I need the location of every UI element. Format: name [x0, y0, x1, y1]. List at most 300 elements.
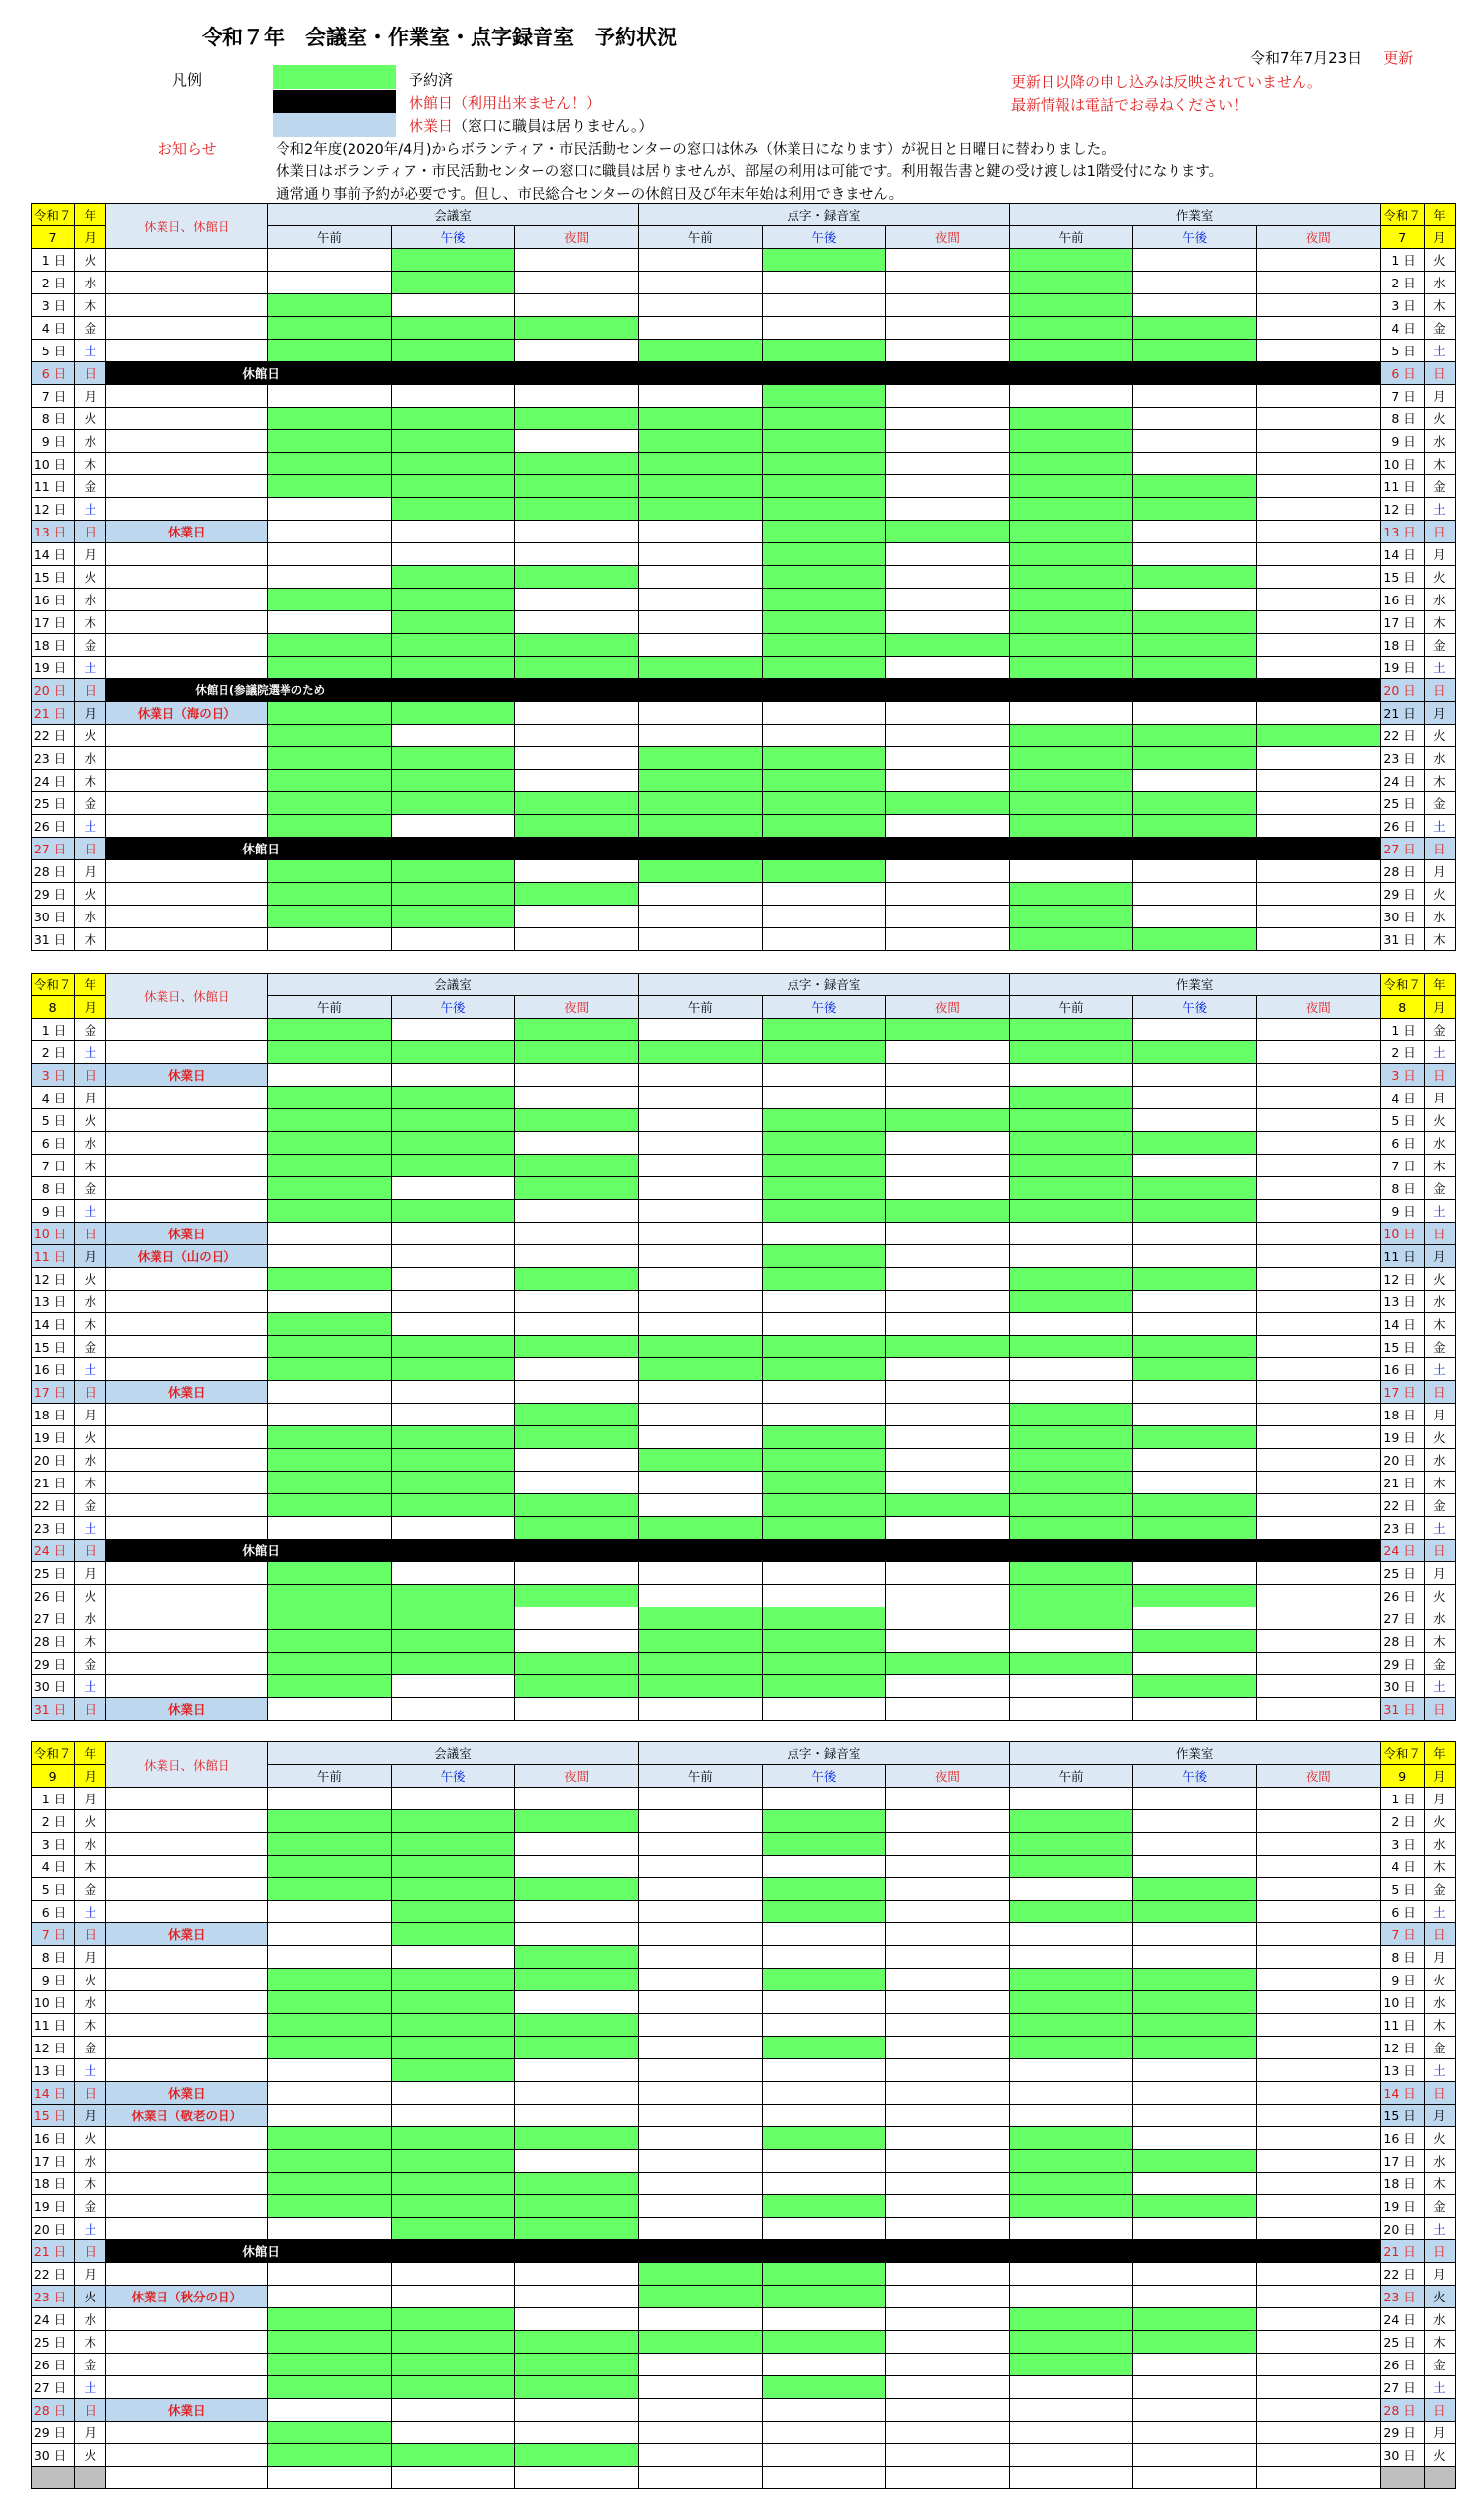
slot-open[interactable]: [391, 1268, 515, 1291]
slot-reserved[interactable]: [1009, 2014, 1133, 2037]
slot-reserved[interactable]: [1009, 589, 1133, 611]
slot-reserved[interactable]: [762, 1878, 886, 1901]
slot-reserved[interactable]: [886, 792, 1010, 815]
slot-reserved[interactable]: [268, 2195, 392, 2218]
slot-open[interactable]: [391, 2399, 515, 2422]
slot-reserved[interactable]: [762, 1200, 886, 1223]
slot-open[interactable]: [1256, 1064, 1380, 1087]
slot-reserved[interactable]: [1256, 724, 1380, 747]
slot-open[interactable]: [1256, 249, 1380, 272]
slot-reserved[interactable]: [1133, 1878, 1257, 1901]
slot-reserved[interactable]: [1009, 2354, 1133, 2376]
slot-open[interactable]: [1133, 2286, 1257, 2308]
slot-reserved[interactable]: [762, 1177, 886, 1200]
slot-reserved[interactable]: [762, 1132, 886, 1155]
slot-reserved[interactable]: [268, 2150, 392, 2173]
slot-open[interactable]: [762, 1087, 886, 1109]
slot-open[interactable]: [1256, 2218, 1380, 2240]
slot-reserved[interactable]: [1133, 1630, 1257, 1653]
slot-open[interactable]: [1256, 430, 1380, 453]
slot-reserved[interactable]: [762, 1494, 886, 1517]
slot-open[interactable]: [638, 294, 762, 317]
slot-reserved[interactable]: [1133, 2308, 1257, 2331]
slot-open[interactable]: [638, 2059, 762, 2082]
slot-open[interactable]: [638, 566, 762, 589]
slot-open[interactable]: [268, 928, 392, 951]
slot-open[interactable]: [1133, 1245, 1257, 1268]
slot-reserved[interactable]: [515, 1041, 639, 1064]
slot-open[interactable]: [1133, 1810, 1257, 1833]
slot-open[interactable]: [1256, 1562, 1380, 1585]
slot-open[interactable]: [1133, 1607, 1257, 1630]
slot-open[interactable]: [391, 1517, 515, 1540]
slot-reserved[interactable]: [268, 1585, 392, 1607]
slot-open[interactable]: [515, 906, 639, 928]
slot-reserved[interactable]: [515, 498, 639, 521]
slot-open[interactable]: [886, 1810, 1010, 1833]
slot-open[interactable]: [886, 1562, 1010, 1585]
slot-reserved[interactable]: [268, 1155, 392, 1177]
slot-open[interactable]: [515, 1698, 639, 1721]
slot-open[interactable]: [762, 1923, 886, 1946]
slot-reserved[interactable]: [268, 1449, 392, 1472]
slot-reserved[interactable]: [638, 2286, 762, 2308]
slot-reserved[interactable]: [515, 1268, 639, 1291]
slot-open[interactable]: [268, 498, 392, 521]
slot-reserved[interactable]: [1133, 1177, 1257, 1200]
slot-open[interactable]: [515, 430, 639, 453]
slot-reserved[interactable]: [268, 2422, 392, 2444]
slot-reserved[interactable]: [268, 1969, 392, 1991]
slot-open[interactable]: [1256, 1607, 1380, 1630]
slot-reserved[interactable]: [391, 883, 515, 906]
slot-open[interactable]: [762, 294, 886, 317]
slot-open[interactable]: [762, 1856, 886, 1878]
slot-reserved[interactable]: [268, 2331, 392, 2354]
slot-reserved[interactable]: [268, 702, 392, 724]
slot-open[interactable]: [886, 1291, 1010, 1313]
slot-reserved[interactable]: [1009, 2195, 1133, 2218]
slot-open[interactable]: [391, 815, 515, 838]
slot-open[interactable]: [268, 1223, 392, 1245]
slot-reserved[interactable]: [515, 1969, 639, 1991]
slot-open[interactable]: [1256, 1268, 1380, 1291]
slot-reserved[interactable]: [515, 453, 639, 475]
slot-open[interactable]: [1133, 883, 1257, 906]
slot-open[interactable]: [1256, 498, 1380, 521]
slot-open[interactable]: [886, 702, 1010, 724]
slot-open[interactable]: [1133, 589, 1257, 611]
slot-reserved[interactable]: [391, 498, 515, 521]
slot-reserved[interactable]: [762, 566, 886, 589]
slot-reserved[interactable]: [391, 2059, 515, 2082]
slot-open[interactable]: [638, 1087, 762, 1109]
slot-open[interactable]: [1256, 1336, 1380, 1358]
slot-reserved[interactable]: [762, 543, 886, 566]
slot-reserved[interactable]: [638, 498, 762, 521]
slot-open[interactable]: [1256, 928, 1380, 951]
slot-open[interactable]: [268, 543, 392, 566]
slot-open[interactable]: [886, 272, 1010, 294]
slot-open[interactable]: [886, 2263, 1010, 2286]
slot-reserved[interactable]: [1009, 1019, 1133, 1041]
slot-open[interactable]: [886, 1856, 1010, 1878]
slot-reserved[interactable]: [391, 1923, 515, 1946]
slot-open[interactable]: [886, 2354, 1010, 2376]
slot-reserved[interactable]: [515, 1878, 639, 1901]
slot-open[interactable]: [1256, 1223, 1380, 1245]
slot-open[interactable]: [515, 589, 639, 611]
slot-reserved[interactable]: [762, 408, 886, 430]
slot-open[interactable]: [1009, 1064, 1133, 1087]
slot-open[interactable]: [391, 1381, 515, 1404]
slot-reserved[interactable]: [638, 1336, 762, 1358]
slot-reserved[interactable]: [1009, 408, 1133, 430]
slot-open[interactable]: [886, 1132, 1010, 1155]
slot-reserved[interactable]: [762, 498, 886, 521]
slot-reserved[interactable]: [268, 408, 392, 430]
slot-open[interactable]: [1009, 2444, 1133, 2467]
slot-open[interactable]: [886, 1923, 1010, 1946]
slot-open[interactable]: [1133, 1087, 1257, 1109]
slot-open[interactable]: [268, 1946, 392, 1969]
slot-reserved[interactable]: [268, 724, 392, 747]
slot-reserved[interactable]: [1009, 1607, 1133, 1630]
slot-open[interactable]: [268, 1698, 392, 1721]
slot-open[interactable]: [1256, 1991, 1380, 2014]
slot-open[interactable]: [391, 2422, 515, 2444]
slot-open[interactable]: [515, 1901, 639, 1923]
slot-open[interactable]: [886, 2308, 1010, 2331]
slot-reserved[interactable]: [638, 340, 762, 362]
slot-open[interactable]: [762, 1223, 886, 1245]
slot-open[interactable]: [886, 1472, 1010, 1494]
slot-open[interactable]: [268, 272, 392, 294]
slot-reserved[interactable]: [515, 566, 639, 589]
slot-open[interactable]: [762, 2059, 886, 2082]
slot-open[interactable]: [268, 249, 392, 272]
slot-reserved[interactable]: [391, 2308, 515, 2331]
slot-open[interactable]: [1133, 408, 1257, 430]
slot-open[interactable]: [638, 1788, 762, 1810]
slot-open[interactable]: [391, 2105, 515, 2127]
slot-open[interactable]: [1256, 2105, 1380, 2127]
slot-reserved[interactable]: [391, 702, 515, 724]
slot-reserved[interactable]: [268, 1426, 392, 1449]
slot-open[interactable]: [886, 2286, 1010, 2308]
slot-reserved[interactable]: [515, 2444, 639, 2467]
slot-open[interactable]: [1133, 860, 1257, 883]
slot-open[interactable]: [268, 1245, 392, 1268]
slot-reserved[interactable]: [515, 408, 639, 430]
slot-open[interactable]: [1009, 1358, 1133, 1381]
slot-open[interactable]: [1256, 521, 1380, 543]
slot-open[interactable]: [886, 1878, 1010, 1901]
slot-reserved[interactable]: [391, 1969, 515, 1991]
slot-reserved[interactable]: [1133, 1358, 1257, 1381]
slot-open[interactable]: [1256, 1517, 1380, 1540]
slot-reserved[interactable]: [268, 1856, 392, 1878]
slot-reserved[interactable]: [1009, 543, 1133, 566]
slot-reserved[interactable]: [762, 1901, 886, 1923]
slot-reserved[interactable]: [762, 1675, 886, 1698]
slot-open[interactable]: [1133, 2376, 1257, 2399]
slot-open[interactable]: [1009, 2105, 1133, 2127]
slot-reserved[interactable]: [1009, 906, 1133, 928]
slot-reserved[interactable]: [762, 1358, 886, 1381]
slot-open[interactable]: [638, 928, 762, 951]
slot-reserved[interactable]: [1009, 340, 1133, 362]
slot-reserved[interactable]: [391, 1358, 515, 1381]
slot-open[interactable]: [886, 2195, 1010, 2218]
slot-reserved[interactable]: [268, 883, 392, 906]
slot-open[interactable]: [391, 521, 515, 543]
slot-open[interactable]: [886, 1087, 1010, 1109]
slot-open[interactable]: [1256, 2354, 1380, 2376]
slot-open[interactable]: [1256, 294, 1380, 317]
slot-reserved[interactable]: [1133, 1675, 1257, 1698]
slot-open[interactable]: [762, 1562, 886, 1585]
slot-reserved[interactable]: [762, 2376, 886, 2399]
slot-open[interactable]: [638, 2014, 762, 2037]
slot-reserved[interactable]: [515, 1946, 639, 1969]
slot-reserved[interactable]: [1009, 1901, 1133, 1923]
slot-open[interactable]: [886, 1675, 1010, 1698]
slot-reserved[interactable]: [638, 747, 762, 770]
slot-open[interactable]: [762, 2399, 886, 2422]
slot-open[interactable]: [1009, 2059, 1133, 2082]
slot-reserved[interactable]: [515, 2331, 639, 2354]
slot-reserved[interactable]: [638, 792, 762, 815]
slot-open[interactable]: [268, 566, 392, 589]
slot-open[interactable]: [1133, 1472, 1257, 1494]
slot-open[interactable]: [1133, 2444, 1257, 2467]
slot-open[interactable]: [515, 2308, 639, 2331]
slot-reserved[interactable]: [762, 860, 886, 883]
slot-open[interactable]: [638, 1245, 762, 1268]
slot-reserved[interactable]: [391, 1087, 515, 1109]
slot-open[interactable]: [1009, 1223, 1133, 1245]
slot-reserved[interactable]: [515, 2014, 639, 2037]
slot-reserved[interactable]: [1009, 2331, 1133, 2354]
slot-reserved[interactable]: [268, 340, 392, 362]
slot-open[interactable]: [515, 2105, 639, 2127]
slot-open[interactable]: [268, 2082, 392, 2105]
slot-open[interactable]: [1256, 1041, 1380, 1064]
slot-reserved[interactable]: [638, 657, 762, 679]
slot-open[interactable]: [638, 2173, 762, 2195]
slot-reserved[interactable]: [515, 1336, 639, 1358]
slot-reserved[interactable]: [515, 1155, 639, 1177]
slot-open[interactable]: [762, 2173, 886, 2195]
slot-open[interactable]: [1256, 2037, 1380, 2059]
slot-reserved[interactable]: [762, 1336, 886, 1358]
slot-reserved[interactable]: [391, 2331, 515, 2354]
slot-open[interactable]: [1009, 2263, 1133, 2286]
slot-open[interactable]: [1009, 2286, 1133, 2308]
slot-open[interactable]: [1009, 2422, 1133, 2444]
slot-open[interactable]: [1256, 1698, 1380, 1721]
slot-open[interactable]: [515, 1291, 639, 1313]
slot-open[interactable]: [1133, 1833, 1257, 1856]
slot-open[interactable]: [1133, 1946, 1257, 1969]
slot-open[interactable]: [391, 543, 515, 566]
slot-open[interactable]: [515, 521, 639, 543]
slot-reserved[interactable]: [1009, 249, 1133, 272]
slot-open[interactable]: [515, 1630, 639, 1653]
slot-open[interactable]: [391, 2082, 515, 2105]
slot-reserved[interactable]: [391, 1878, 515, 1901]
slot-reserved[interactable]: [1009, 1087, 1133, 1109]
slot-reserved[interactable]: [268, 1607, 392, 1630]
slot-reserved[interactable]: [1009, 815, 1133, 838]
slot-reserved[interactable]: [1009, 2150, 1133, 2173]
slot-open[interactable]: [1256, 1833, 1380, 1856]
slot-open[interactable]: [638, 1426, 762, 1449]
slot-open[interactable]: [515, 1223, 639, 1245]
slot-reserved[interactable]: [762, 340, 886, 362]
slot-reserved[interactable]: [515, 1404, 639, 1426]
slot-open[interactable]: [886, 453, 1010, 475]
slot-open[interactable]: [1009, 1381, 1133, 1404]
slot-open[interactable]: [515, 702, 639, 724]
slot-open[interactable]: [762, 883, 886, 906]
slot-reserved[interactable]: [268, 657, 392, 679]
slot-open[interactable]: [515, 2082, 639, 2105]
slot-open[interactable]: [638, 1291, 762, 1313]
slot-open[interactable]: [515, 747, 639, 770]
slot-open[interactable]: [886, 566, 1010, 589]
slot-open[interactable]: [886, 906, 1010, 928]
slot-reserved[interactable]: [886, 1653, 1010, 1675]
slot-open[interactable]: [638, 1200, 762, 1223]
slot-open[interactable]: [886, 883, 1010, 906]
slot-open[interactable]: [1256, 340, 1380, 362]
slot-reserved[interactable]: [268, 1087, 392, 1109]
slot-reserved[interactable]: [515, 475, 639, 498]
slot-reserved[interactable]: [1009, 1833, 1133, 1856]
slot-reserved[interactable]: [1133, 1132, 1257, 1155]
slot-open[interactable]: [886, 1585, 1010, 1607]
slot-reserved[interactable]: [268, 1991, 392, 2014]
slot-open[interactable]: [638, 2308, 762, 2331]
slot-open[interactable]: [886, 1381, 1010, 1404]
slot-open[interactable]: [762, 2218, 886, 2240]
slot-reserved[interactable]: [391, 2173, 515, 2195]
slot-open[interactable]: [886, 2082, 1010, 2105]
slot-reserved[interactable]: [1009, 1810, 1133, 1833]
slot-open[interactable]: [886, 2376, 1010, 2399]
slot-open[interactable]: [638, 249, 762, 272]
slot-open[interactable]: [1009, 2218, 1133, 2240]
slot-open[interactable]: [1133, 1653, 1257, 1675]
slot-open[interactable]: [1133, 906, 1257, 928]
slot-reserved[interactable]: [268, 1562, 392, 1585]
slot-reserved[interactable]: [1009, 1291, 1133, 1313]
slot-open[interactable]: [268, 611, 392, 634]
slot-open[interactable]: [1133, 2082, 1257, 2105]
slot-open[interactable]: [638, 1313, 762, 1336]
slot-open[interactable]: [1256, 566, 1380, 589]
slot-open[interactable]: [1133, 1449, 1257, 1472]
slot-open[interactable]: [762, 272, 886, 294]
slot-reserved[interactable]: [268, 2444, 392, 2467]
slot-open[interactable]: [762, 1404, 886, 1426]
slot-open[interactable]: [515, 1245, 639, 1268]
slot-reserved[interactable]: [268, 1833, 392, 1856]
slot-reserved[interactable]: [391, 860, 515, 883]
slot-reserved[interactable]: [515, 1517, 639, 1540]
slot-open[interactable]: [1256, 860, 1380, 883]
slot-open[interactable]: [1256, 385, 1380, 408]
slot-reserved[interactable]: [1133, 1517, 1257, 1540]
slot-open[interactable]: [886, 340, 1010, 362]
slot-reserved[interactable]: [1009, 724, 1133, 747]
slot-reserved[interactable]: [762, 2037, 886, 2059]
slot-reserved[interactable]: [268, 1109, 392, 1132]
slot-reserved[interactable]: [268, 1336, 392, 1358]
slot-open[interactable]: [515, 249, 639, 272]
slot-reserved[interactable]: [638, 815, 762, 838]
slot-open[interactable]: [515, 1200, 639, 1223]
slot-reserved[interactable]: [268, 1472, 392, 1494]
slot-open[interactable]: [515, 2150, 639, 2173]
slot-open[interactable]: [515, 1923, 639, 1946]
slot-open[interactable]: [762, 2308, 886, 2331]
slot-reserved[interactable]: [762, 1245, 886, 1268]
slot-reserved[interactable]: [268, 906, 392, 928]
slot-reserved[interactable]: [1009, 1562, 1133, 1585]
slot-reserved[interactable]: [1009, 1517, 1133, 1540]
slot-reserved[interactable]: [391, 770, 515, 792]
slot-reserved[interactable]: [762, 2286, 886, 2308]
slot-open[interactable]: [1133, 2218, 1257, 2240]
slot-open[interactable]: [515, 1472, 639, 1494]
slot-open[interactable]: [1133, 1019, 1257, 1041]
slot-open[interactable]: [886, 589, 1010, 611]
slot-open[interactable]: [1133, 2127, 1257, 2150]
slot-open[interactable]: [1009, 1245, 1133, 1268]
slot-open[interactable]: [1256, 1132, 1380, 1155]
slot-open[interactable]: [886, 2150, 1010, 2173]
slot-open[interactable]: [1133, 453, 1257, 475]
slot-reserved[interactable]: [391, 611, 515, 634]
slot-reserved[interactable]: [268, 1019, 392, 1041]
slot-open[interactable]: [638, 2422, 762, 2444]
slot-open[interactable]: [886, 747, 1010, 770]
slot-reserved[interactable]: [762, 385, 886, 408]
slot-open[interactable]: [1133, 294, 1257, 317]
slot-open[interactable]: [1133, 2399, 1257, 2422]
slot-open[interactable]: [886, 2037, 1010, 2059]
slot-open[interactable]: [515, 611, 639, 634]
slot-reserved[interactable]: [762, 1268, 886, 1291]
slot-open[interactable]: [886, 1969, 1010, 1991]
slot-open[interactable]: [268, 2105, 392, 2127]
slot-reserved[interactable]: [391, 906, 515, 928]
slot-reserved[interactable]: [268, 2037, 392, 2059]
slot-reserved[interactable]: [268, 453, 392, 475]
slot-open[interactable]: [391, 2263, 515, 2286]
slot-open[interactable]: [886, 385, 1010, 408]
slot-open[interactable]: [1256, 589, 1380, 611]
slot-open[interactable]: [638, 1810, 762, 1833]
slot-open[interactable]: [762, 724, 886, 747]
slot-reserved[interactable]: [1009, 521, 1133, 543]
slot-open[interactable]: [391, 1946, 515, 1969]
slot-open[interactable]: [762, 2444, 886, 2467]
slot-open[interactable]: [886, 475, 1010, 498]
